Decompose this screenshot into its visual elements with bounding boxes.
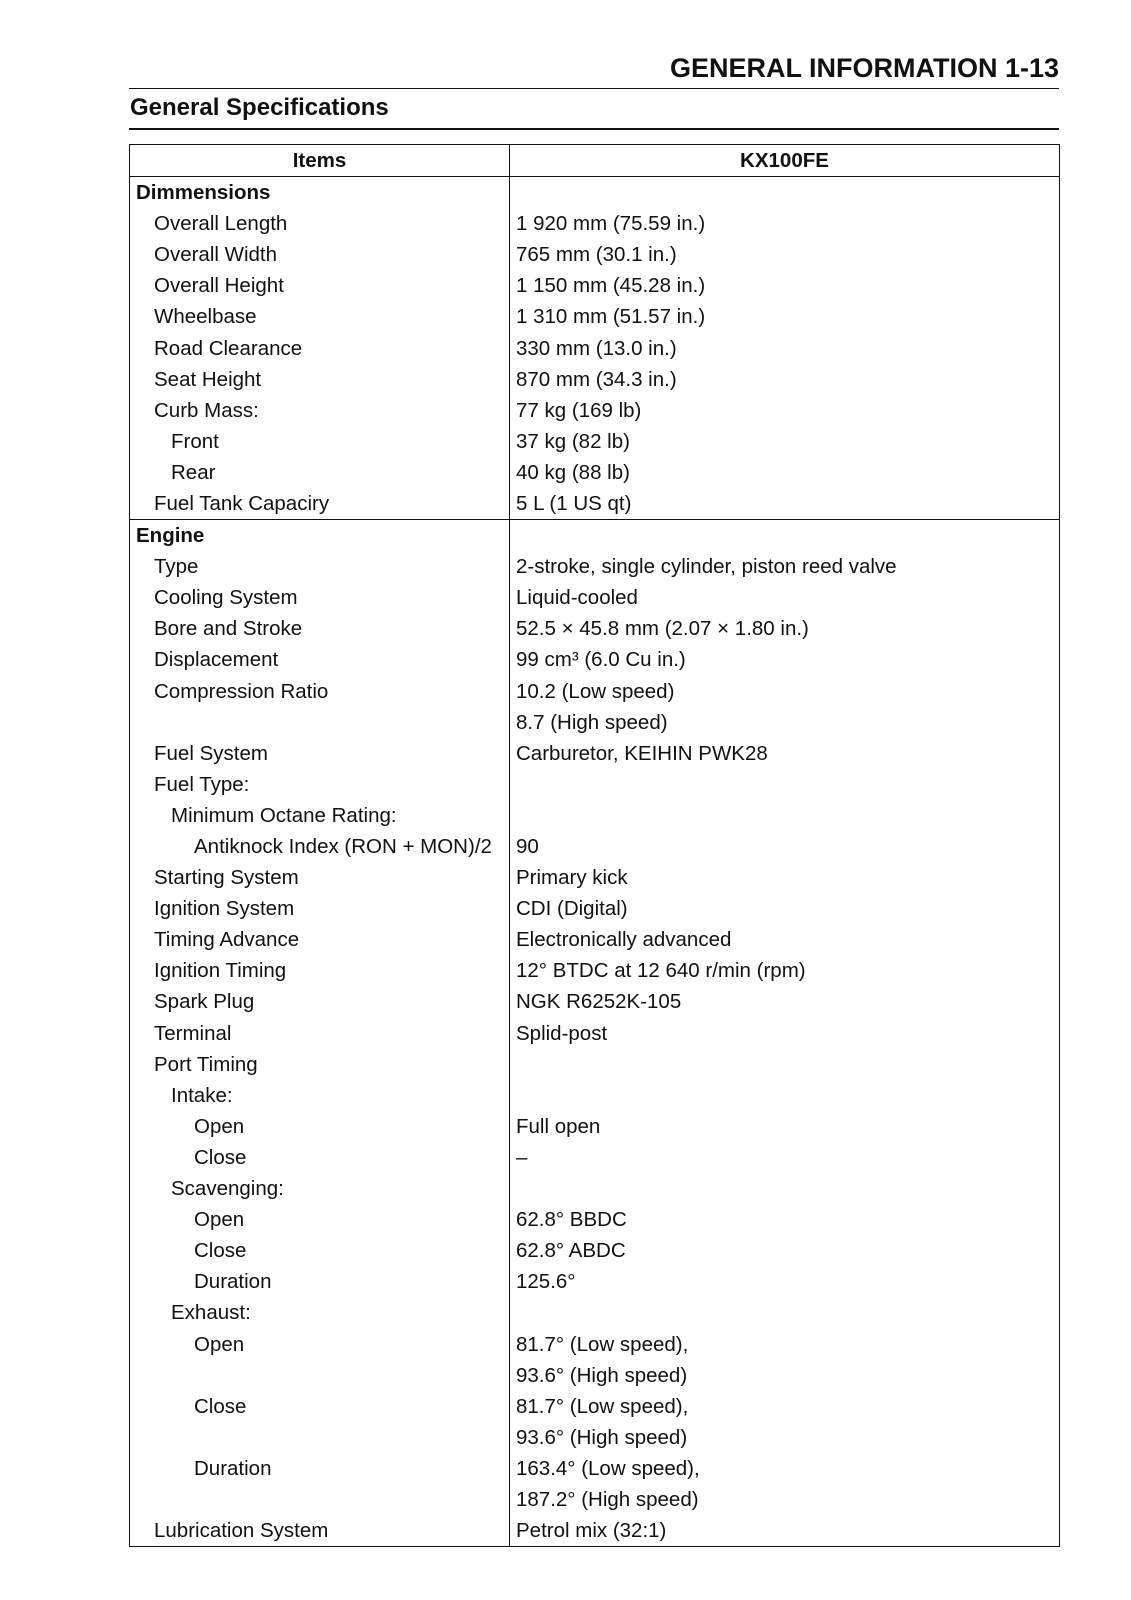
item-cell: Curb Mass:	[130, 395, 510, 426]
item-cell: Antiknock Index (RON + MON)/2	[130, 831, 510, 862]
table-row	[130, 1328, 1060, 1359]
table-row	[130, 395, 1060, 426]
value-cell	[510, 1297, 1060, 1328]
value-cell: 187.2° (High speed)	[510, 1484, 1060, 1515]
table-row	[130, 613, 1060, 644]
item-cell: Close	[130, 1142, 510, 1173]
table-row	[130, 1173, 1060, 1204]
item-cell: Spark Plug	[130, 986, 510, 1017]
table-row	[130, 426, 1060, 457]
group-heading: Engine	[130, 520, 510, 552]
table-header	[130, 145, 1060, 177]
table-row	[130, 177, 1060, 209]
item-cell: Overall Width	[130, 239, 510, 270]
table-row	[130, 1391, 1060, 1422]
value-cell	[510, 800, 1060, 831]
table-row	[130, 1453, 1060, 1484]
table-row	[130, 707, 1060, 738]
item-cell: Exhaust:	[130, 1297, 510, 1328]
value-cell: Splid-post	[510, 1018, 1060, 1049]
table-row	[130, 1018, 1060, 1049]
value-cell	[510, 769, 1060, 800]
item-cell: Fuel Type:	[130, 769, 510, 800]
table-row	[130, 1142, 1060, 1173]
value-cell: 99 cm³ (6.0 Cu in.)	[510, 644, 1060, 675]
table-row	[130, 582, 1060, 613]
item-cell: Terminal	[130, 1018, 510, 1049]
value-cell: 870 mm (34.3 in.)	[510, 364, 1060, 395]
table-row	[130, 1049, 1060, 1080]
value-cell: Full open	[510, 1111, 1060, 1142]
value-cell: 62.8° ABDC	[510, 1235, 1060, 1266]
value-cell: 10.2 (Low speed)	[510, 676, 1060, 707]
value-cell: Petrol mix (32:1)	[510, 1515, 1060, 1547]
table-row	[130, 1484, 1060, 1515]
table-row	[130, 986, 1060, 1017]
value-cell	[510, 1173, 1060, 1204]
item-cell: Minimum Octane Rating:	[130, 800, 510, 831]
table-row	[130, 520, 1060, 552]
column-header-model: KX100FE	[510, 145, 1060, 177]
value-cell: 52.5 × 45.8 mm (2.07 × 1.80 in.)	[510, 613, 1060, 644]
item-cell	[130, 1360, 510, 1391]
value-cell	[510, 177, 1060, 209]
item-cell: Ignition System	[130, 893, 510, 924]
value-cell: 163.4° (Low speed),	[510, 1453, 1060, 1484]
table-row	[130, 800, 1060, 831]
item-cell: Overall Height	[130, 270, 510, 301]
table-row	[130, 955, 1060, 986]
item-cell: Duration	[130, 1453, 510, 1484]
column-header-items: Items	[130, 145, 510, 177]
value-cell: 81.7° (Low speed),	[510, 1328, 1060, 1359]
item-cell: Open	[130, 1204, 510, 1235]
value-cell: 90	[510, 831, 1060, 862]
value-cell: 77 kg (169 lb)	[510, 395, 1060, 426]
item-cell: Open	[130, 1111, 510, 1142]
item-cell	[130, 707, 510, 738]
value-cell: 93.6° (High speed)	[510, 1422, 1060, 1453]
item-cell: Type	[130, 551, 510, 582]
table-row	[130, 301, 1060, 332]
table-row	[130, 676, 1060, 707]
value-cell: NGK R6252K-105	[510, 986, 1060, 1017]
item-cell: Scavenging:	[130, 1173, 510, 1204]
table-row	[130, 551, 1060, 582]
item-cell: Close	[130, 1235, 510, 1266]
item-cell: Duration	[130, 1266, 510, 1297]
item-cell: Front	[130, 426, 510, 457]
table-row	[130, 1360, 1060, 1391]
table-row	[130, 270, 1060, 301]
value-cell: 5 L (1 US qt)	[510, 488, 1060, 520]
table-row	[130, 644, 1060, 675]
value-cell: Carburetor, KEIHIN PWK28	[510, 738, 1060, 769]
value-cell: 2-stroke, single cylinder, piston reed valve	[510, 551, 1060, 582]
table-row	[130, 332, 1060, 363]
item-cell: Fuel Tank Capaciry	[130, 488, 510, 520]
value-cell: 40 kg (88 lb)	[510, 457, 1060, 488]
value-cell: Electronically advanced	[510, 924, 1060, 955]
value-cell: Primary kick	[510, 862, 1060, 893]
item-cell: Intake:	[130, 1080, 510, 1111]
value-cell: 12° BTDC at 12 640 r/min (rpm)	[510, 955, 1060, 986]
section-divider	[129, 128, 1059, 130]
table-row	[130, 738, 1060, 769]
table-row	[130, 1111, 1060, 1142]
value-cell: 765 mm (30.1 in.)	[510, 239, 1060, 270]
value-cell: 1 920 mm (75.59 in.)	[510, 208, 1060, 239]
value-cell: 8.7 (High speed)	[510, 707, 1060, 738]
item-cell: Close	[130, 1391, 510, 1422]
value-cell: CDI (Digital)	[510, 893, 1060, 924]
item-cell: Port Timing	[130, 1049, 510, 1080]
value-cell: 125.6°	[510, 1266, 1060, 1297]
item-cell: Open	[130, 1328, 510, 1359]
value-cell: 1 310 mm (51.57 in.)	[510, 301, 1060, 332]
value-cell	[510, 520, 1060, 552]
item-cell: Fuel System	[130, 738, 510, 769]
item-cell: Compression Ratio	[130, 676, 510, 707]
table-row	[130, 239, 1060, 270]
item-cell: Road Clearance	[130, 332, 510, 363]
table-row	[130, 364, 1060, 395]
value-cell: 1 150 mm (45.28 in.)	[510, 270, 1060, 301]
value-cell	[510, 1080, 1060, 1111]
group-dimensions	[130, 177, 1060, 520]
header-divider	[129, 88, 1059, 89]
table-row	[130, 208, 1060, 239]
page-header-title: GENERAL INFORMATION 1-13	[669, 53, 1059, 83]
value-cell: 81.7° (Low speed),	[510, 1391, 1060, 1422]
table-row	[130, 769, 1060, 800]
item-cell: Wheelbase	[130, 301, 510, 332]
section-title: General Specifications	[130, 94, 389, 121]
item-cell: Bore and Stroke	[130, 613, 510, 644]
table-row	[130, 1235, 1060, 1266]
value-cell: 37 kg (82 lb)	[510, 426, 1060, 457]
table-row	[130, 488, 1060, 520]
value-cell	[510, 1049, 1060, 1080]
item-cell: Lubrication System	[130, 1515, 510, 1547]
table-row	[130, 893, 1060, 924]
specifications-table	[129, 144, 1060, 1547]
value-cell: 330 mm (13.0 in.)	[510, 332, 1060, 363]
table-row	[130, 1515, 1060, 1547]
item-cell	[130, 1422, 510, 1453]
table-row	[130, 831, 1060, 862]
item-cell: Displacement	[130, 644, 510, 675]
item-cell: Rear	[130, 457, 510, 488]
table-header-row	[130, 145, 1060, 177]
value-cell: 93.6° (High speed)	[510, 1360, 1060, 1391]
item-cell: Cooling System	[130, 582, 510, 613]
table-row	[130, 457, 1060, 488]
value-cell: 62.8° BBDC	[510, 1204, 1060, 1235]
table-row	[130, 862, 1060, 893]
item-cell: Overall Length	[130, 208, 510, 239]
group-heading: Dimmensions	[130, 177, 510, 209]
value-cell: Liquid-cooled	[510, 582, 1060, 613]
table-row	[130, 1422, 1060, 1453]
table-row	[130, 1204, 1060, 1235]
item-cell: Starting System	[130, 862, 510, 893]
table-row	[130, 1297, 1060, 1328]
table-row	[130, 924, 1060, 955]
item-cell: Ignition Timing	[130, 955, 510, 986]
value-cell: –	[510, 1142, 1060, 1173]
item-cell: Seat Height	[130, 364, 510, 395]
table-row	[130, 1080, 1060, 1111]
item-cell: Timing Advance	[130, 924, 510, 955]
group-engine	[130, 520, 1060, 1547]
table-row	[130, 1266, 1060, 1297]
item-cell	[130, 1484, 510, 1515]
